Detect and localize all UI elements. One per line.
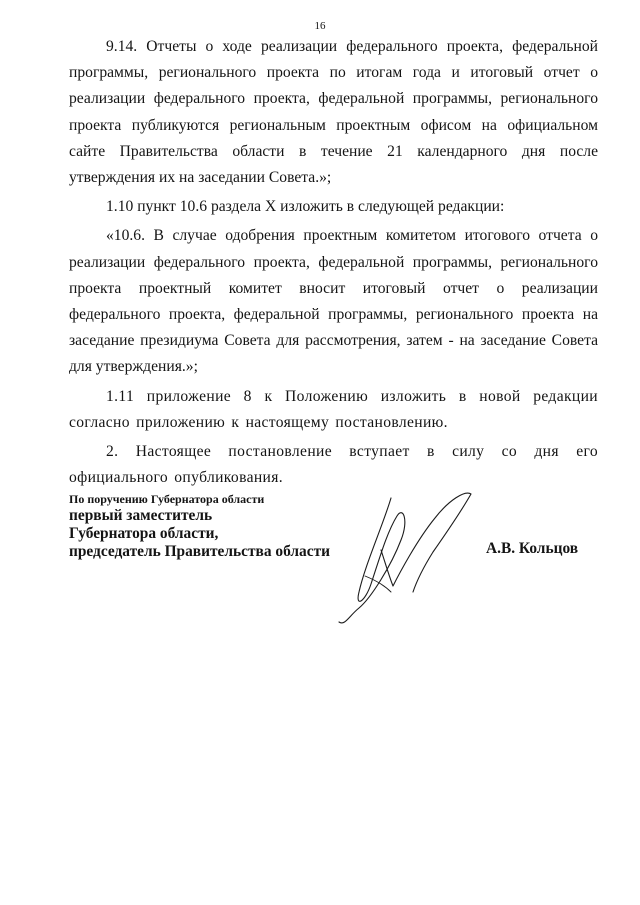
signature-line-1: По поручению Губернатора области	[69, 492, 265, 506]
handwritten-signature	[325, 480, 485, 630]
signature-line-2: первый заместитель	[69, 507, 213, 524]
signature-line-4: председатель Правительства области	[69, 543, 330, 560]
document-body	[69, 34, 598, 491]
page-number: 16	[314, 20, 326, 32]
paragraph-10-6: «10.6. В случае одобрения проектным комитетом итогового отчета о реализации федерального проекта, федеральной программы, регионального проекта проектный комитет вносит итоговый отчет о реализации федерального проекта, федеральной программы, регионального проекта на заседание президиума Совета для рассмотрения, затем - на заседание Совета для утверждения.»;	[69, 227, 598, 376]
signer-name: А.В. Кольцов	[486, 540, 579, 557]
paragraph-9-14: 9.14. Отчеты о ходе реализации федерального проекта, федеральной программы, регионального проекта по итогам года и итоговый отчет о реализации федерального проекта, федеральной программы, регионального проекта публикуются региональным проектным офисом на официальном сайте Правительства области в течение 21 календарного дня после утверждения их на заседании Совета.»;	[69, 38, 598, 187]
paragraph-1-10: 1.10 пункт 10.6 раздела X изложить в следующей редакции:	[106, 198, 505, 216]
signature-line-3: Губернатора области,	[69, 525, 219, 542]
signature-block	[69, 491, 330, 561]
paragraph-2: 2. Настоящее постановление вступает в силу со дня его официального опубликования.	[69, 443, 598, 487]
paragraph-1-11: 1.11 приложение 8 к Положению изложить в новой редакции согласно приложению к настоящему постановлению.	[69, 387, 598, 431]
